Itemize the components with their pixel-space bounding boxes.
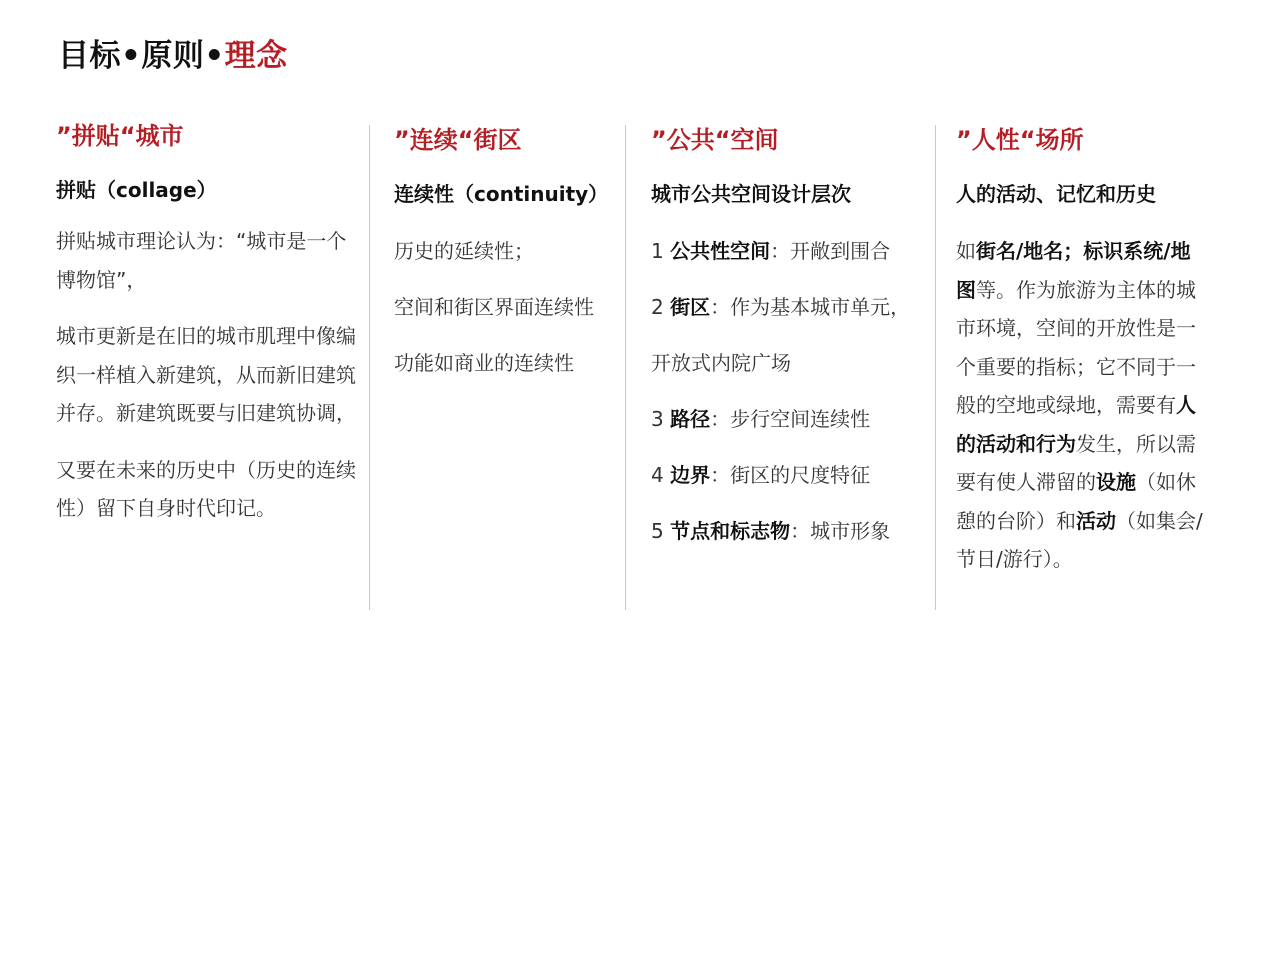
column-heading: ”人性“场所 [956,126,1084,154]
list-item-number: 5 [651,519,664,543]
column-paragraph [956,232,1206,579]
column-collage-city [56,118,356,528]
column-public-space [651,122,931,550]
list-item-term: 街区 [670,295,711,319]
list-item [651,232,931,270]
list-item-term: 边界 [670,463,711,487]
list-item-desc: 开放式内院广场 [651,351,791,375]
list-item-desc: ：城市形象 [790,519,891,543]
column-paragraph: 空间和街区界面连续性 [394,295,594,319]
column-continuous-block [394,122,614,382]
list-item-number: 4 [651,463,664,487]
list-item-desc: ：开敞到围合 [770,239,891,263]
column-humane-place [956,122,1206,579]
text-segment: （如集会/节日/游行）。 [956,508,1203,571]
page-title [58,30,288,75]
column-paragraph: 又要在未来的历史中（历史的连续性）留下自身时代印记。 [56,457,356,520]
list-item [651,512,931,550]
column-subheading: 连续性（continuity） [394,182,609,206]
text-segment: 发生，所以需要有使人滞留的 [956,431,1196,494]
list-item-term: 节点和标志物 [670,519,791,543]
column-heading: ”拼贴“城市 [56,122,184,150]
list-item-desc: ：街区的尺度特征 [710,463,871,487]
list-item [651,400,931,438]
column-paragraph: 功能如商业的连续性 [394,351,574,375]
page-title-main: 目标•原则• [58,38,225,74]
list-item-number: 1 [651,239,664,263]
list-item-desc: ：步行空间连续性 [710,407,871,431]
text-segment: （如休憩的台阶）和 [956,470,1196,533]
list-item-number: 3 [651,407,664,431]
list-item-term: 公共性空间 [670,239,771,263]
column-paragraph: 历史的延续性； [394,239,534,263]
list-item-term: 路径 [670,407,711,431]
column-divider [935,125,936,610]
list-item [651,344,931,382]
text-segment-bold: 街名/地名；标识系统/地图 [956,239,1191,302]
text-segment-bold: 活动 [1076,508,1116,533]
column-paragraph: 拼贴城市理论认为：“城市是一个博物馆”， [56,229,347,292]
list-item-number: 2 [651,295,664,319]
list-item [651,288,931,326]
column-subheading: 城市公共空间设计层次 [651,182,851,206]
column-paragraph: 城市更新是在旧的城市肌理中像编织一样植入新建筑，从而新旧建筑并存。新建筑既要与旧建筑协调， [56,324,356,425]
column-heading: ”公共“空间 [651,126,779,154]
column-divider [625,125,626,610]
text-segment-bold: 设施 [1096,470,1136,494]
column-subheading: 拼贴（collage） [56,178,217,202]
list-item [651,456,931,494]
column-subheading: 人的活动、记忆和历史 [956,182,1156,206]
column-divider [369,125,370,610]
column-heading: ”连续“街区 [394,126,522,154]
text-segment: 如 [956,239,976,263]
list-item-desc: ：作为基本城市单元， [710,295,911,319]
text-segment: 等。作为旅游为主体的城市环境，空间的开放性是一个重要的指标；它不同于一般的空地或绿地，需要有 [956,277,1196,417]
page-title-accent: 理念 [224,38,288,74]
text-segment-bold: 人的活动和行为 [956,393,1196,456]
